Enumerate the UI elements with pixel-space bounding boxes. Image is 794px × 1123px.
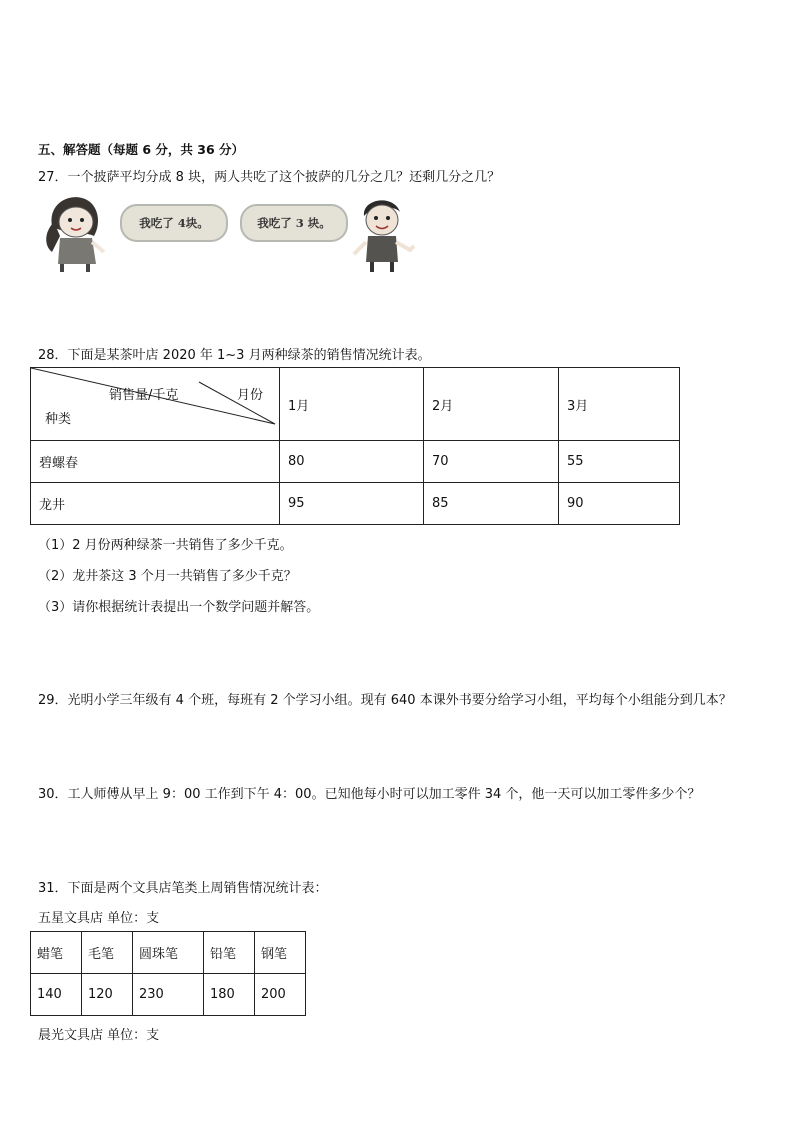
value-cell: 90 xyxy=(559,483,680,525)
boy-figure xyxy=(344,192,416,272)
value-cell: 55 xyxy=(559,441,680,483)
question-30: 30．工人师傅从早上 9：00 工作到下午 4：00。已知他每小时可以加工零件 34 个，他一天可以加工零件多少个？ xyxy=(38,787,701,802)
diagonal-lines xyxy=(31,368,279,440)
question-28: 28．下面是某茶叶店 2020 年 1~3 月两种绿茶的销售情况统计表。 xyxy=(38,348,431,363)
value-cell: 85 xyxy=(424,483,559,525)
pen-type-cell: 蜡笔 xyxy=(31,932,82,974)
value-cell: 200 xyxy=(255,974,306,1016)
question-28-part-3: （3）请你根据统计表提出一个数学问题并解答。 xyxy=(38,600,320,615)
diagonal-header-cell xyxy=(31,368,280,441)
month-header-cell: 2月 xyxy=(424,368,559,441)
table-row xyxy=(31,441,680,483)
pen-type-cell: 铅笔 xyxy=(204,932,255,974)
question-29: 29．光明小学三年级有 4 个班，每班有 2 个学习小组。现有 640 本课外书要分给学习小组，平均每个小组能分到几本？ xyxy=(38,693,732,708)
header-month-label: 月份 xyxy=(237,388,264,403)
question-28-part-1: （1）2 月份两种绿茶一共销售了多少千克。 xyxy=(38,538,293,553)
question-27: 27．一个披萨平均分成 8 块，两人共吃了这个披萨的几分之几？还剩几分之几？ xyxy=(38,170,501,185)
girl-speech-bubble: 我吃了 4块。 xyxy=(120,204,228,242)
value-cell: 95 xyxy=(280,483,424,525)
tea-sales-table xyxy=(30,367,680,525)
value-cell: 140 xyxy=(31,974,82,1016)
value-cell: 70 xyxy=(424,441,559,483)
question-31: 31．下面是两个文具店笔类上周销售情况统计表： xyxy=(38,881,328,896)
table-row xyxy=(31,974,306,1016)
value-cell: 80 xyxy=(280,441,424,483)
value-cell: 230 xyxy=(133,974,204,1016)
header-type-label: 种类 xyxy=(45,412,72,427)
table-row xyxy=(31,932,306,974)
question-28-part-2: （2）龙井茶这 3 个月一共销售了多少千克？ xyxy=(38,569,297,584)
tea-name-cell: 龙井 xyxy=(31,483,280,525)
pen-type-cell: 钢笔 xyxy=(255,932,306,974)
store1-caption: 五星文具店 单位：支 xyxy=(38,911,160,926)
month-header-cell: 3月 xyxy=(559,368,680,441)
wuxing-store-table xyxy=(30,931,306,1016)
month-header-cell: 1月 xyxy=(280,368,424,441)
pen-type-cell: 圆珠笔 xyxy=(133,932,204,974)
girl-figure xyxy=(38,192,114,272)
value-cell: 180 xyxy=(204,974,255,1016)
table-row xyxy=(31,483,680,525)
header-sales-label: 销售量/千克 xyxy=(109,388,179,403)
value-cell: 120 xyxy=(82,974,133,1016)
tea-name-cell: 碧螺春 xyxy=(31,441,280,483)
store2-caption: 晨光文具店 单位：支 xyxy=(38,1028,160,1043)
boy-speech-bubble: 我吃了 3 块。 xyxy=(240,204,348,242)
pen-type-cell: 毛笔 xyxy=(82,932,133,974)
section-title: 五、解答题（每题 6 分，共 36 分） xyxy=(38,142,245,157)
pizza-illustration xyxy=(38,192,418,272)
